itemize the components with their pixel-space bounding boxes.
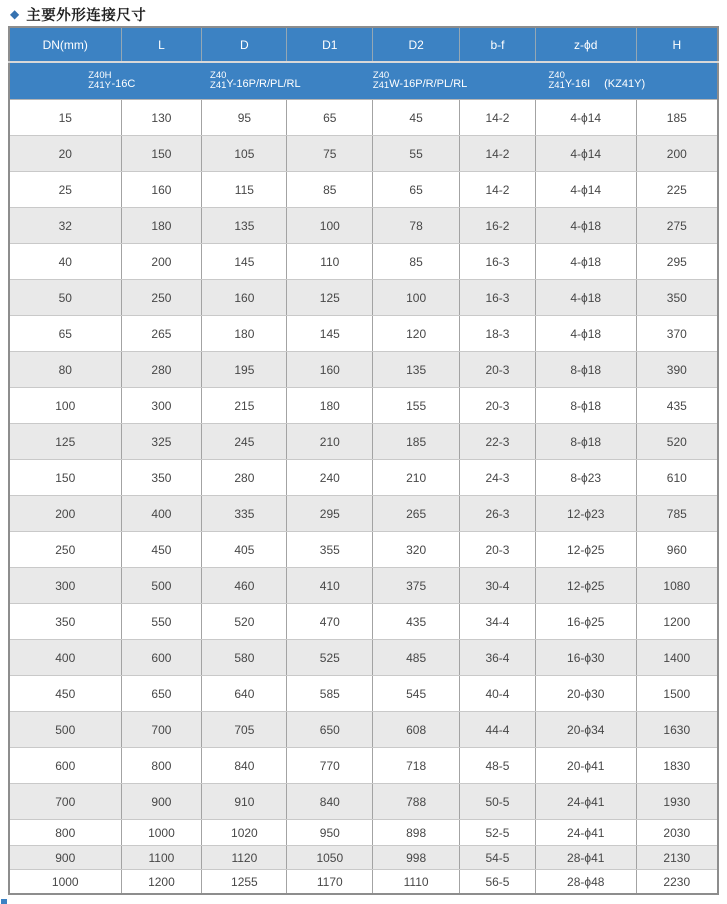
cell: 500 [9,712,121,748]
cell: 24-ϕ41 [535,820,636,846]
cell: 80 [9,352,121,388]
cell: 8-ϕ23 [535,460,636,496]
dimension-table [8,26,719,895]
cell: 20 [9,136,121,172]
cell: 160 [202,280,287,316]
table-row [9,870,718,895]
cell: 130 [121,100,202,136]
cell: 12-ϕ25 [535,568,636,604]
table-row [9,460,718,496]
model-series-top: Z40 [210,70,227,81]
cell: 26-3 [460,496,536,532]
cell: 4-ϕ18 [535,208,636,244]
cell: 265 [373,496,460,532]
cell: 1500 [636,676,718,712]
section-title-text: 主要外形连接尺寸 [26,7,147,24]
model-series-stack [88,71,111,91]
cell: 250 [121,280,202,316]
model-series-stack [548,71,564,91]
cell: 788 [373,784,460,820]
cell: 525 [287,640,373,676]
cell: 390 [636,352,718,388]
cell: 545 [373,676,460,712]
cell: 65 [9,316,121,352]
model-series-top: Z40 [548,70,565,81]
cell: 24-ϕ41 [535,784,636,820]
cell: 1020 [202,820,287,846]
cell: 100 [9,388,121,424]
cell: 12-ϕ23 [535,496,636,532]
cell: 145 [287,316,373,352]
cell: 135 [373,352,460,388]
table-row [9,532,718,568]
cell: 295 [287,496,373,532]
cell: 1120 [202,846,287,870]
cell: 105 [202,136,287,172]
table-row [9,316,718,352]
cell: 22-3 [460,424,536,460]
model-designation-cell [9,62,718,100]
cell: 200 [636,136,718,172]
table-row [9,496,718,532]
model-designation [88,71,135,91]
cell: 800 [121,748,202,784]
cell: 24-3 [460,460,536,496]
cell: 110 [287,244,373,280]
cell: 200 [9,496,121,532]
model-suffix: -16C [111,78,136,90]
table-row [9,388,718,424]
cell: 40-4 [460,676,536,712]
cell: 900 [9,846,121,870]
cell: 4-ϕ14 [535,100,636,136]
cell: 20-3 [460,532,536,568]
cell: 2230 [636,870,718,895]
cell: 150 [9,460,121,496]
model-series-stack [373,71,389,91]
cell: 20-3 [460,388,536,424]
cell: 215 [202,388,287,424]
cell: 160 [287,352,373,388]
table-row [9,280,718,316]
cell: 28-ϕ48 [535,870,636,895]
model-suffix: Y-16P/R/PL/RL [226,78,301,90]
model-series-bottom: Z41Y [88,80,111,91]
model-designations [10,63,717,99]
cell: 16-ϕ25 [535,604,636,640]
table-row [9,712,718,748]
cell: 155 [373,388,460,424]
cell: 1000 [9,870,121,895]
cell: 1170 [287,870,373,895]
model-designation [210,71,301,91]
cell: 335 [202,496,287,532]
cell: 410 [287,568,373,604]
model-suffix: W-16P/R/PL/RL [389,78,468,90]
cell: 240 [287,460,373,496]
cell: 585 [287,676,373,712]
model-series-top: Z40H [88,70,112,81]
cell: 75 [287,136,373,172]
model-note: (KZ41Y) [604,78,646,90]
cell: 600 [9,748,121,784]
cell: 700 [121,712,202,748]
cell: 520 [636,424,718,460]
cell: 800 [9,820,121,846]
cell: 180 [121,208,202,244]
cell: 350 [9,604,121,640]
cell: 435 [636,388,718,424]
cell: 1080 [636,568,718,604]
cell: 40 [9,244,121,280]
cell: 16-ϕ30 [535,640,636,676]
table-row [9,136,718,172]
model-suffix: Y-16I [564,78,591,90]
cell: 300 [9,568,121,604]
cell: 52-5 [460,820,536,846]
cell: 15 [9,100,121,136]
cell: 50-5 [460,784,536,820]
cell: 600 [121,640,202,676]
cell: 960 [636,532,718,568]
cell: 275 [636,208,718,244]
cell: 100 [373,280,460,316]
column-header-row [9,27,718,62]
cell: 280 [121,352,202,388]
column-header: D1 [287,27,373,62]
cell: 450 [9,676,121,712]
table-row [9,604,718,640]
model-series-bottom: Z41 [210,80,227,91]
cell: 1930 [636,784,718,820]
column-header: DN(mm) [9,27,121,62]
cell: 185 [636,100,718,136]
cell: 28-ϕ41 [535,846,636,870]
cell: 1200 [636,604,718,640]
cell: 18-3 [460,316,536,352]
cell: 718 [373,748,460,784]
cell: 14-2 [460,172,536,208]
table-row [9,424,718,460]
cell: 2130 [636,846,718,870]
cell: 1400 [636,640,718,676]
cell: 4-ϕ18 [535,280,636,316]
cell: 4-ϕ14 [535,136,636,172]
cell: 300 [121,388,202,424]
cell: 8-ϕ18 [535,352,636,388]
cell: 4-ϕ18 [535,244,636,280]
cell: 16-3 [460,280,536,316]
cell: 650 [121,676,202,712]
cell: 95 [202,100,287,136]
cell: 405 [202,532,287,568]
cut-off-bullet [1,899,7,904]
model-series-bottom: Z41 [548,80,565,91]
cell: 20-ϕ41 [535,748,636,784]
cell: 100 [287,208,373,244]
cell: 350 [121,460,202,496]
cell: 85 [373,244,460,280]
table-row [9,352,718,388]
table-row [9,172,718,208]
cell: 20-ϕ34 [535,712,636,748]
cell: 125 [9,424,121,460]
cell: 640 [202,676,287,712]
table-row [9,568,718,604]
cell: 610 [636,460,718,496]
cell: 50 [9,280,121,316]
cell: 1100 [121,846,202,870]
cell: 14-2 [460,136,536,172]
cell: 650 [287,712,373,748]
table-row [9,244,718,280]
cell: 1630 [636,712,718,748]
cell: 485 [373,640,460,676]
cell: 785 [636,496,718,532]
cell: 700 [9,784,121,820]
column-header: L [121,27,202,62]
cell: 1000 [121,820,202,846]
cell: 320 [373,532,460,568]
cell: 460 [202,568,287,604]
cell: 8-ϕ18 [535,424,636,460]
cell: 1830 [636,748,718,784]
cell: 125 [287,280,373,316]
cell: 608 [373,712,460,748]
model-designation [548,71,645,91]
cell: 65 [373,172,460,208]
cell: 840 [287,784,373,820]
cell: 85 [287,172,373,208]
model-series-bottom: Z41 [372,80,390,91]
cell: 34-4 [460,604,536,640]
table-row [9,676,718,712]
cell: 135 [202,208,287,244]
cell: 36-4 [460,640,536,676]
table-row [9,846,718,870]
cell: 900 [121,784,202,820]
cell: 65 [287,100,373,136]
cell: 20-3 [460,352,536,388]
cell: 400 [121,496,202,532]
cell: 470 [287,604,373,640]
cell: 16-2 [460,208,536,244]
cell: 355 [287,532,373,568]
cell: 250 [9,532,121,568]
cell: 120 [373,316,460,352]
cell: 450 [121,532,202,568]
cell: 840 [202,748,287,784]
cell: 195 [202,352,287,388]
table-row [9,100,718,136]
cell: 295 [636,244,718,280]
cell: 115 [202,172,287,208]
cell: 4-ϕ18 [535,316,636,352]
cell: 1200 [121,870,202,895]
cell: 30-4 [460,568,536,604]
cell: 245 [202,424,287,460]
cell: 280 [202,460,287,496]
column-header: H [636,27,718,62]
model-designation [373,71,467,91]
column-header: D [202,27,287,62]
table-row [9,784,718,820]
cell: 370 [636,316,718,352]
table-row [9,208,718,244]
cell: 580 [202,640,287,676]
cell: 225 [636,172,718,208]
cell: 4-ϕ14 [535,172,636,208]
cell: 705 [202,712,287,748]
cell: 400 [9,640,121,676]
cell: 210 [287,424,373,460]
cell: 520 [202,604,287,640]
model-designation-row [9,62,718,100]
cell: 78 [373,208,460,244]
cell: 200 [121,244,202,280]
cell: 550 [121,604,202,640]
cell: 185 [373,424,460,460]
cell: 14-2 [460,100,536,136]
cell: 54-5 [460,846,536,870]
cell: 25 [9,172,121,208]
cell: 44-4 [460,712,536,748]
cell: 16-3 [460,244,536,280]
cell: 55 [373,136,460,172]
cell: 1110 [373,870,460,895]
cell: 500 [121,568,202,604]
cell: 898 [373,820,460,846]
cell: 1255 [202,870,287,895]
cell: 12-ϕ25 [535,532,636,568]
diamond-bullet-icon: ◆ [10,7,20,21]
cell: 350 [636,280,718,316]
cell: 435 [373,604,460,640]
cell: 265 [121,316,202,352]
table-row [9,820,718,846]
cell: 910 [202,784,287,820]
cell: 770 [287,748,373,784]
model-series-top: Z40 [372,70,390,81]
cell: 180 [287,388,373,424]
model-series-stack [210,71,226,91]
cell: 160 [121,172,202,208]
cell: 45 [373,100,460,136]
cell: 325 [121,424,202,460]
cell: 210 [373,460,460,496]
cell: 150 [121,136,202,172]
column-header: D2 [373,27,460,62]
cell: 8-ϕ18 [535,388,636,424]
cell: 56-5 [460,870,536,895]
cell: 998 [373,846,460,870]
cell: 375 [373,568,460,604]
cell: 2030 [636,820,718,846]
cell: 145 [202,244,287,280]
column-header: z-ϕd [535,27,636,62]
table-row [9,748,718,784]
column-header: b-f [460,27,536,62]
table-row [9,640,718,676]
cell: 48-5 [460,748,536,784]
section-title [0,0,727,26]
cell: 180 [202,316,287,352]
cell: 20-ϕ30 [535,676,636,712]
cell: 1050 [287,846,373,870]
cell: 950 [287,820,373,846]
cell: 32 [9,208,121,244]
